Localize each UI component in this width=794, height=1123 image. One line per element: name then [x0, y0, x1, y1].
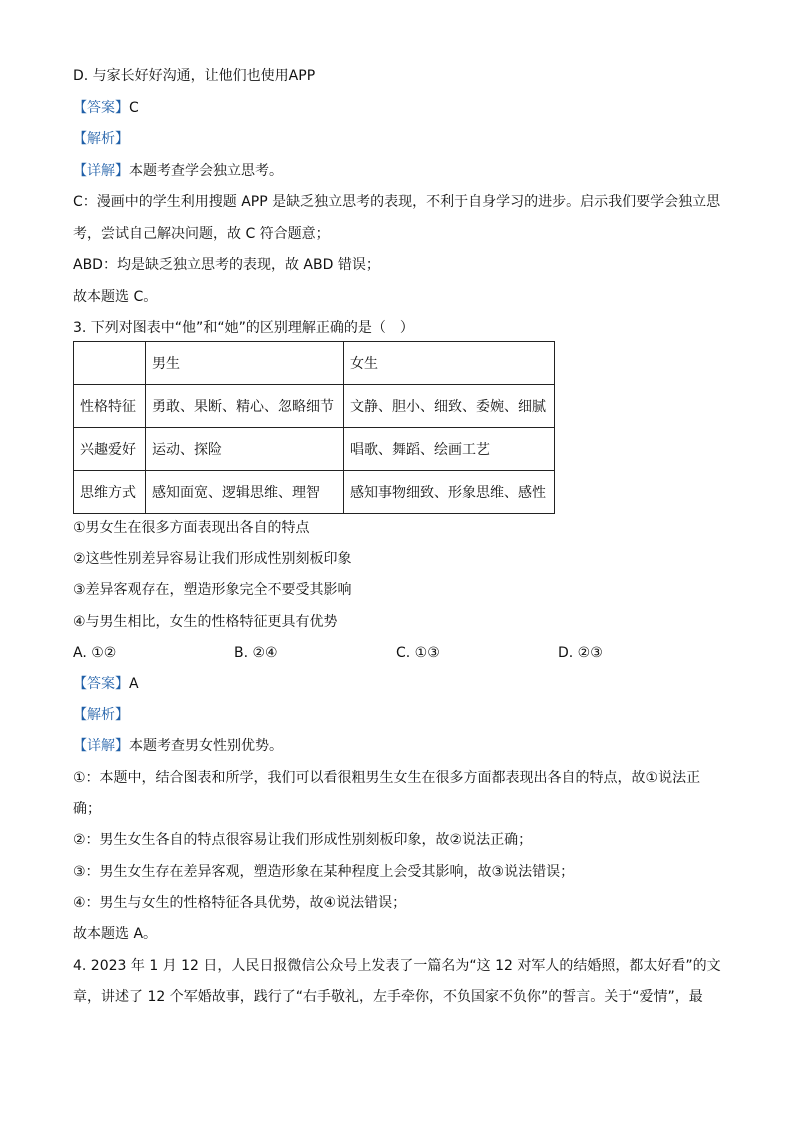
- table-cell: 运动、探险: [146, 428, 344, 471]
- option-d: D. ②③: [558, 645, 603, 661]
- explanation-line: C：漫画中的学生利用搜题 APP 是缺乏独立思考的表现，不利于自身学习的进步。启示我们要学会独立思: [73, 194, 721, 210]
- answer-value: A: [129, 676, 139, 692]
- table-cell: 感知事物细致、形象思维、感性: [344, 471, 555, 514]
- option-d: D. 与家长好好沟通，让他们也使用APP: [73, 68, 316, 84]
- question-stem: 3. 下列对图表中“他”和“她”的区别理解正确的是（ ）: [73, 320, 414, 336]
- option-c: C. ①③: [396, 645, 440, 661]
- statement: ④与男生相比，女生的性格特征更具有优势: [73, 614, 338, 630]
- table-cell: 女生: [344, 342, 555, 385]
- comparison-table: [73, 341, 555, 514]
- answer-line: [73, 99, 139, 117]
- answer-value: C: [129, 100, 139, 116]
- analysis-line: ②：男生女生各自的特点很容易让我们形成性别刻板印象，故②说法正确；: [73, 832, 533, 848]
- table-cell: 文静、胆小、细致、委婉、细腻: [344, 385, 555, 428]
- table-header-row: [74, 342, 555, 385]
- analysis-line: ④：男生与女生的性格特征各具优势，故④说法错误；: [73, 895, 407, 911]
- conclusion-line: 故本题选 C。: [73, 289, 158, 305]
- analysis-tag: 【解析】: [73, 707, 129, 723]
- analysis-line: 确；: [73, 801, 101, 817]
- statement: ①男女生在很多方面表现出各自的特点: [73, 520, 310, 536]
- detail-line: [73, 162, 283, 180]
- answer-line: [73, 675, 139, 693]
- table-cell: 思维方式: [74, 471, 146, 514]
- table-cell: 唱歌、舞蹈、绘画工艺: [344, 428, 555, 471]
- question-stem: 4. 2023 年 1 月 12 日，人民日报微信公众号上发表了一篇名为“这 12 对军人的结婚照，都太好看”的文: [73, 958, 721, 974]
- detail-line: [73, 737, 283, 755]
- detail-text: 本题考查男女性别优势。: [129, 738, 283, 754]
- explanation-line: ABD：均是缺乏独立思考的表现，故 ABD 错误；: [73, 257, 380, 273]
- detail-tag: 【详解】: [73, 738, 129, 754]
- analysis-line: ③：男生女生存在差异客观，塑造形象在某种程度上会受其影响，故③说法错误；: [73, 864, 575, 880]
- answer-tag: 【答案】: [73, 100, 129, 116]
- table-cell: 感知面宽、逻辑思维、理智: [146, 471, 344, 514]
- table-cell: [74, 342, 146, 385]
- detail-text: 本题考查学会独立思考。: [129, 163, 283, 179]
- analysis-tag: 【解析】: [73, 131, 129, 147]
- analysis-line: ①：本题中，结合图表和所学，我们可以看很粗男生女生在很多方面都表现出各自的特点，故①说法正: [73, 770, 701, 786]
- answer-tag: 【答案】: [73, 676, 129, 692]
- table-cell: 性格特征: [74, 385, 146, 428]
- detail-tag: 【详解】: [73, 163, 129, 179]
- explanation-line: 考，尝试自己解决问题，故 C 符合题意；: [73, 226, 330, 242]
- table-cell: 男生: [146, 342, 344, 385]
- table-cell: 勇敢、果断、精心、忽略细节: [146, 385, 344, 428]
- option-b: B. ②④: [234, 645, 278, 661]
- option-a: A. ①②: [73, 645, 117, 661]
- statement: ③差异客观存在，塑造形象完全不要受其影响: [73, 582, 352, 598]
- question-stem-cont: 章，讲述了 12 个军婚故事，践行了“右手敬礼，左手牵你，不负国家不负你”的誓言。关于“爱情”，最: [73, 989, 703, 1005]
- table-row: [74, 428, 555, 471]
- conclusion-line: 故本题选 A。: [73, 926, 158, 942]
- table-row: [74, 385, 555, 428]
- statement: ②这些性别差异容易让我们形成性别刻板印象: [73, 551, 352, 567]
- table-row: [74, 471, 555, 514]
- table-cell: 兴趣爱好: [74, 428, 146, 471]
